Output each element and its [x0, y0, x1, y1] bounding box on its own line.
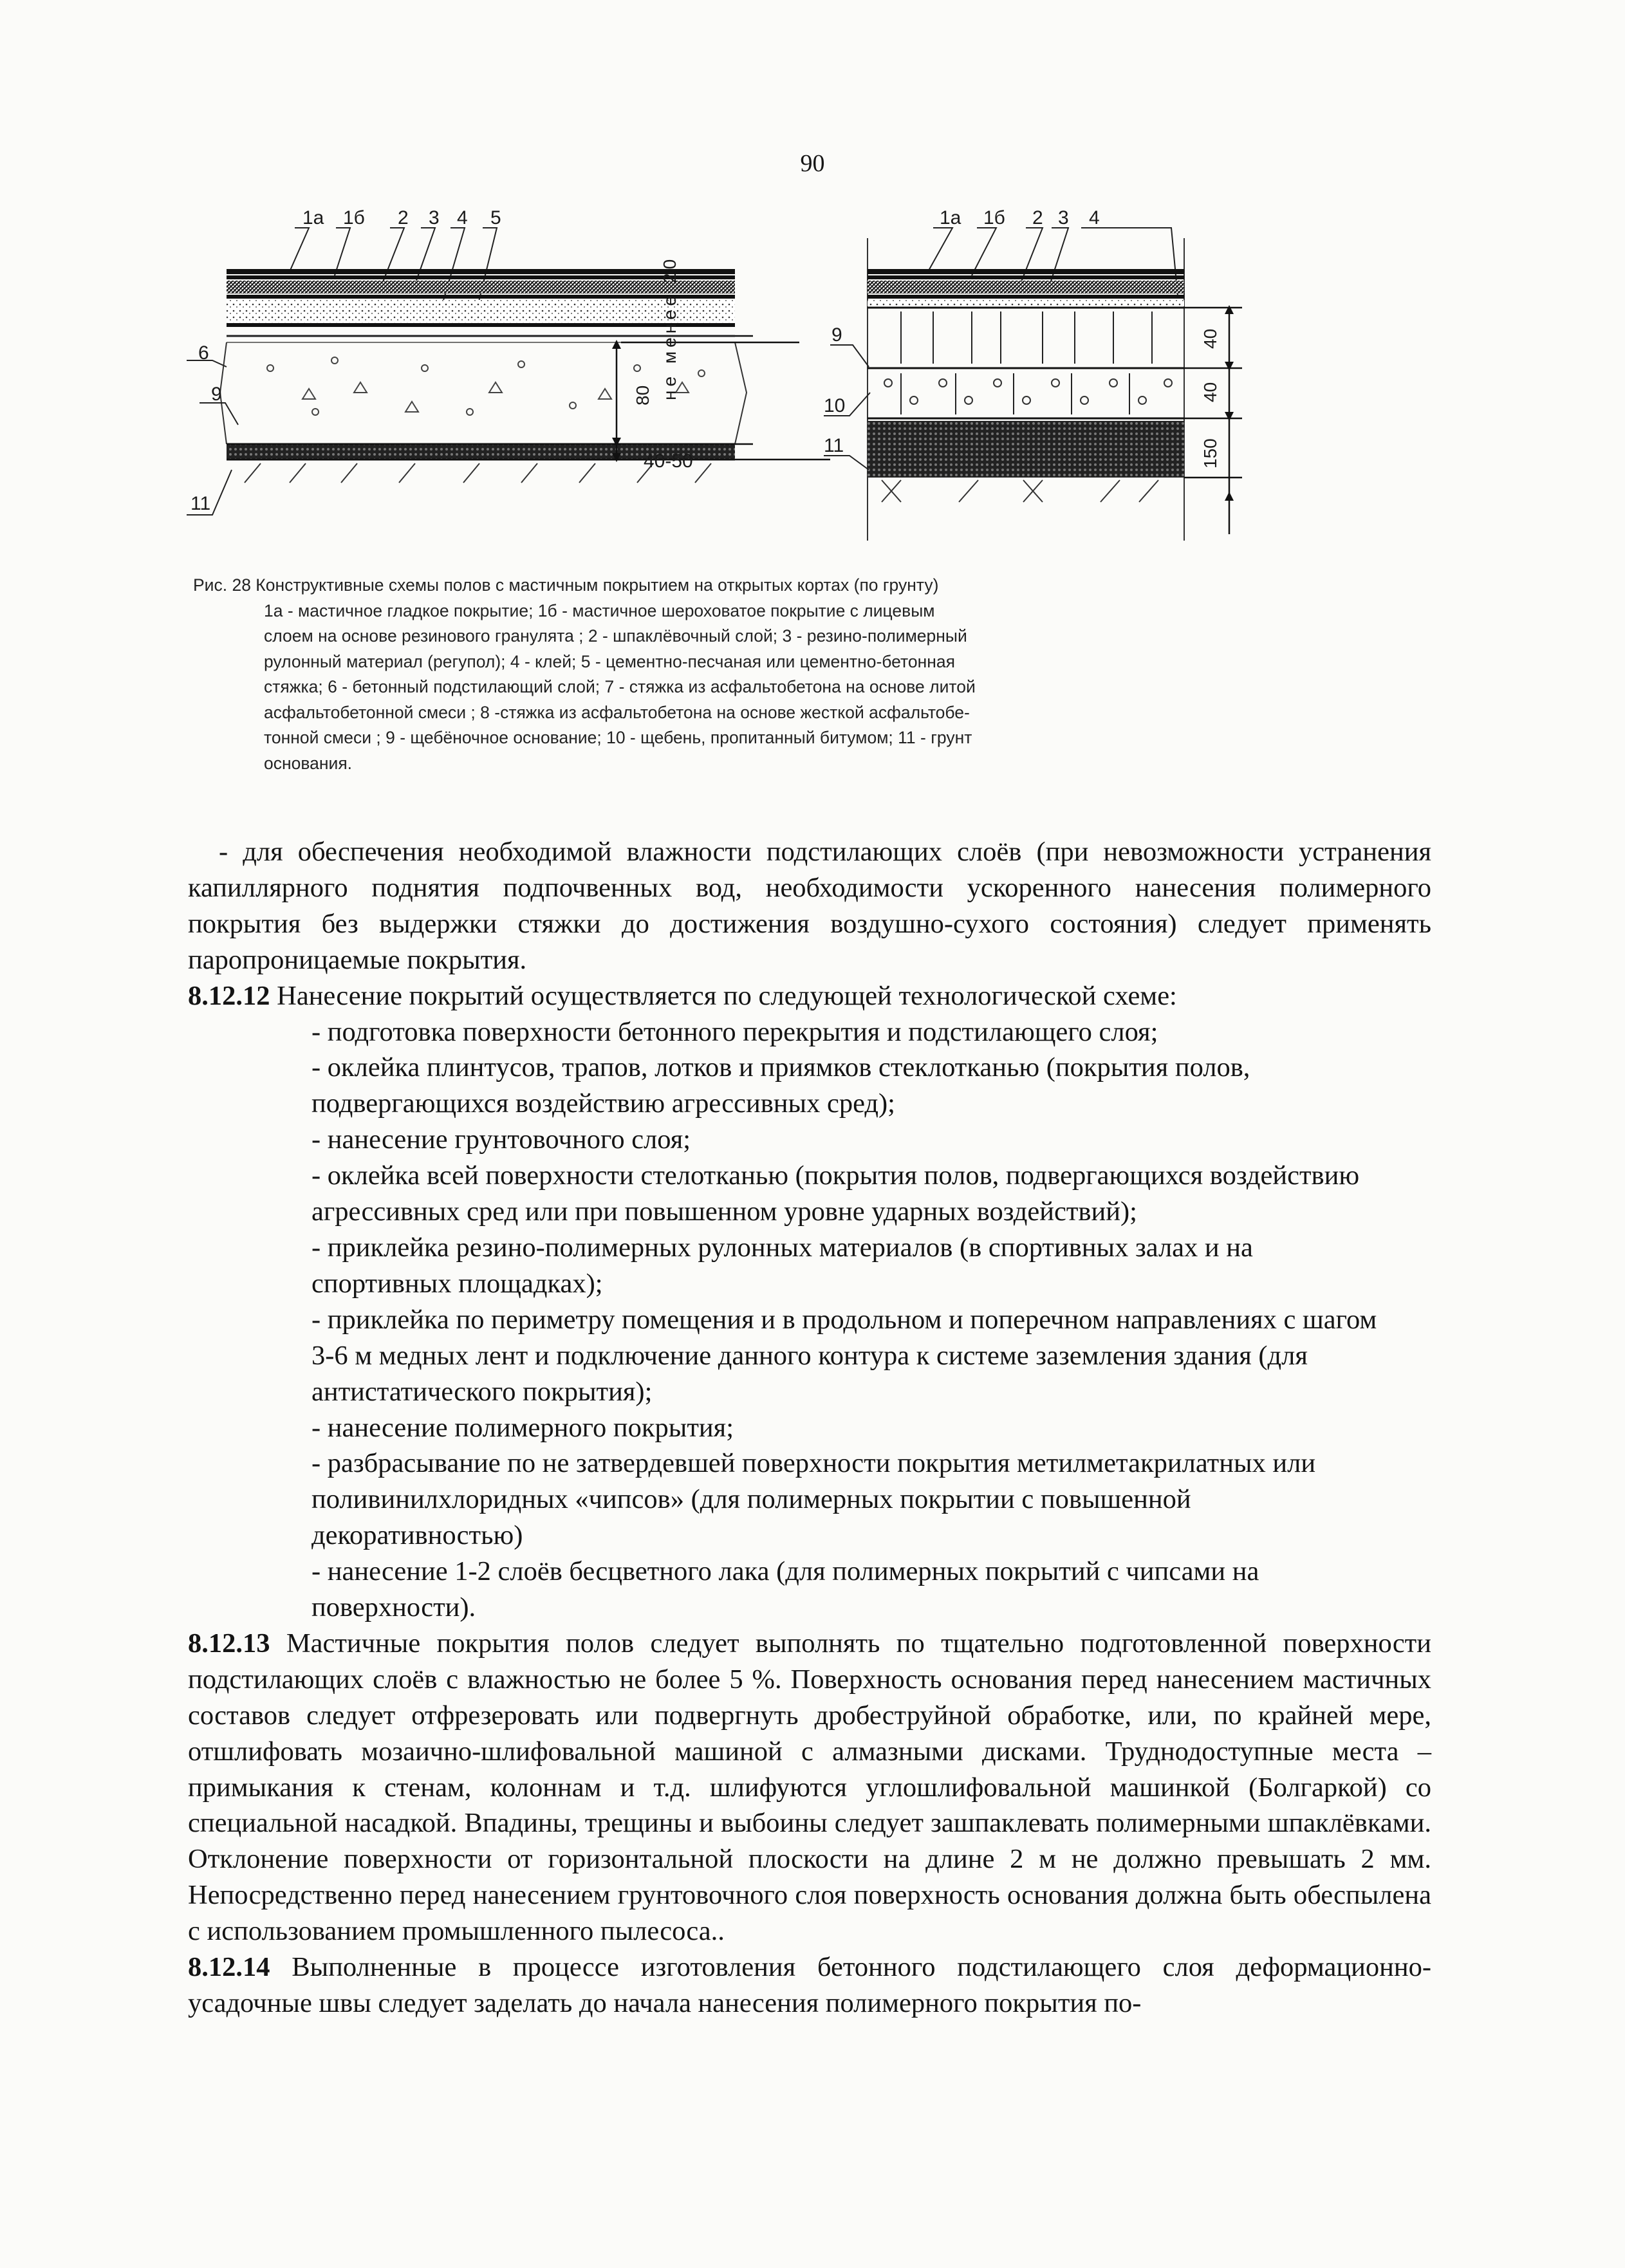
list-item: - разбрасывание по не затвердевшей поверхности покрытия метилметакрилатных или поливинилхлоридных «чипсов» (для полимерных покрытии с повышенной декоративностью)	[311, 1448, 1316, 1551]
right-label-9: 9	[831, 324, 842, 346]
left-dim-80: 80	[633, 385, 653, 405]
list-item: - нанесение 1-2 слоёв бесцветного лака (для полимерных покрытий с чипсами на поверхности).	[311, 1556, 1259, 1623]
list-item: - нанесение полимерного покрытия;	[311, 1412, 734, 1443]
right-dim-40-top: 40	[1200, 328, 1220, 349]
left-label-4: 4	[457, 207, 468, 228]
section-text: Выполненные в процессе изготовления бетонного подстилающего слоя деформационно-усадочные швы следует заделать до начала нанесения полимерного покрытия по-	[188, 1952, 1431, 2018]
caption-title: Рис. 28 Конструктивные схемы полов с мастичным покрытием на открытых кортах (по грунту)	[193, 575, 939, 595]
body-text	[188, 834, 1431, 2022]
section-text: Нанесение покрытий осуществляется по следующей технологической схеме:	[270, 980, 1177, 1011]
list-item: - приклейка по периметру помещения и в продольном и поперечном направлениях с шагом 3-6 м медных лент и подключение данного контура к системе заземления здания (для антистатического покрытия);	[311, 1304, 1377, 1407]
intro-paragraph: - для обеспечения необходимой влажности подстилающих слоёв (при невозможности устранения капиллярного поднятия подпочвенных вод, необходимости ускоренного нанесения полимерного покрытия без выдержки стяжки до достижения воздушно-сухого состояния) следует применять паропроницаемые покрытия.	[188, 837, 1431, 975]
left-diagram	[187, 207, 830, 515]
section-number: 8.12.12	[188, 980, 270, 1011]
right-label-1b: 1б	[983, 207, 1005, 228]
section-number: 8.12.13	[188, 1628, 270, 1659]
section-number: 8.12.14	[188, 1952, 270, 1983]
section-text: Мастичные покрытия полов следует выполнять по тщательно подготовленной поверхности подстилающих слоёв с влажностью не более 5 %. Поверхность основания перед нанесением мастичных составов следует отфрезеровать или подвергнуть дробеструйной обработке, или, по крайней мере, отшлифовать мозаично-шлифовальной машиной с алмазными дисками. Труднодоступные места – примыкания к стенам, колоннам и т.д. шлифуются углошлифовальной машинкой (Болгаркой) со специальной насадкой. Впадины, трещины и выбоины следует зашпаклевать полимерными шпаклёвками. Отклонение поверхности от горизонтальной плоскости на длине 2 м не должно превышать 2 мм. Непосредственно перед нанесением грунтовочного слоя поверхность основания должна быть обеспылена с использованием промышленного пылесоса..	[188, 1628, 1431, 1947]
section-8-12-13	[188, 1626, 1431, 1949]
list-item: - оклейка всей поверхности стелотканью (покрытия полов, подвергающихся воздействию агрессивных сред или при повышенном уровне ударных воздействий);	[311, 1160, 1360, 1227]
left-label-6: 6	[198, 342, 209, 364]
list-item: - подготовка поверхности бетонного перекрытия и подстилающего слоя;	[311, 1016, 1158, 1047]
page-number: 90	[800, 150, 825, 177]
figure-caption	[193, 573, 1255, 776]
caption-line: основания.	[264, 753, 353, 773]
left-label-1a: 1а	[302, 207, 324, 228]
caption-line: асфальтобетонной смеси ; 8 -стяжка из асфальтобетона на основе жесткой асфальтобе-	[264, 702, 970, 722]
right-dim-150: 150	[1200, 438, 1220, 469]
left-note-vertical: не менее 20	[660, 255, 680, 400]
figure-floor-schemes	[187, 200, 1397, 557]
right-dim-40-bottom: 40	[1200, 382, 1220, 402]
left-label-1b: 1б	[343, 207, 365, 228]
section-8-12-14	[188, 1949, 1431, 2022]
section-8-12-12	[188, 978, 1431, 1014]
left-label-3: 3	[429, 207, 440, 228]
floor-construction-diagrams	[187, 200, 1397, 557]
left-label-2: 2	[398, 207, 409, 228]
left-label-11: 11	[190, 493, 211, 514]
right-label-11: 11	[824, 435, 844, 456]
right-label-1a: 1а	[940, 207, 961, 228]
caption-line: рулонный материал (регупол); 4 - клей; 5 - цементно-песчаная или цементно-бетонная	[264, 651, 955, 671]
caption-line: тонной смеси ; 9 - щебёночное основание; 10 - щебень, пропитанный битумом; 11 - грунт	[264, 728, 972, 747]
caption-line: 1а - мастичное гладкое покрытие; 1б - мастичное шероховатое покрытие с лицевым	[264, 600, 935, 620]
list-item: - приклейка резино-полимерных рулонных материалов (в спортивных залах и на спортивных площадках);	[311, 1232, 1253, 1299]
right-label-2: 2	[1032, 207, 1043, 228]
caption-line: слоем на основе резинового гранулята ; 2 - шпаклёвочный слой; 3 - резино-полимерный	[264, 626, 967, 646]
right-label-3: 3	[1058, 207, 1069, 228]
left-label-5: 5	[490, 207, 501, 228]
right-label-4: 4	[1089, 207, 1100, 228]
list-item: - нанесение грунтовочного слоя;	[311, 1124, 691, 1155]
right-label-10: 10	[824, 395, 846, 416]
list-item: - оклейка плинтусов, трапов, лотков и приямков стеклотканью (покрытия полов, подвергающихся воздействию агрессивных сред);	[311, 1052, 1250, 1119]
right-diagram	[824, 207, 1242, 541]
left-dim-40-50: 40-50	[644, 451, 693, 472]
caption-line: стяжка; 6 - бетонный подстилающий слой; 7 - стяжка из асфальтобетона на основе литой	[264, 677, 976, 696]
left-label-9: 9	[211, 384, 222, 405]
